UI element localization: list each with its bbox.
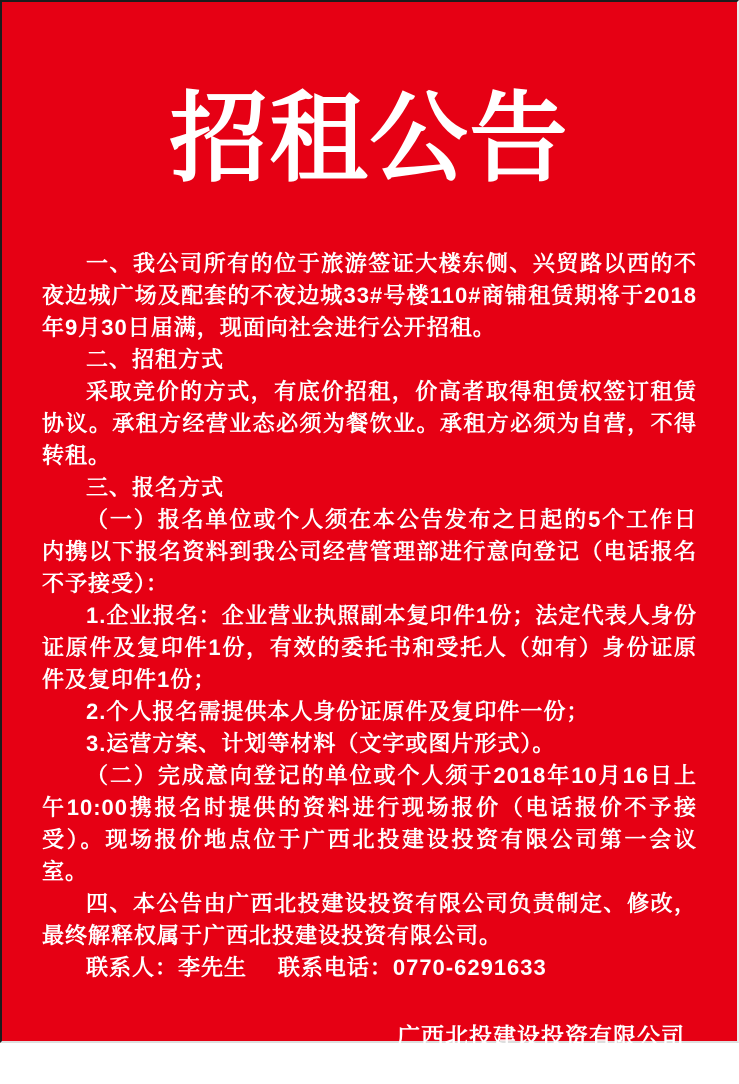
signature-company: 广西北投建设投资有限公司 (397, 1023, 685, 1049)
section-2-heading: 二、招租方式 (86, 347, 225, 372)
contact-phone: 0770-6291633 (392, 955, 547, 980)
section-3-sub-1: （一）报名单位或个人须在本公告发布之日起的5个工作日内携以下报名资料到我公司经营管理部进行意向登记（电话报名不予接受）： (42, 507, 697, 596)
section-4-body: 四、本公告由广西北投建设投资有限公司负责制定、修改，最终解释权属于广西北投建设投资有限公司。 (42, 891, 697, 948)
section-2-body: 采取竞价的方式，有底价招租，价高者取得租赁权签订租赁协议。承租方经营业态必须为餐饮业。承租方必须为自营，不得转租。 (42, 379, 697, 468)
contact-person: 李先生 (178, 955, 248, 980)
poster-title: 招租公告 (169, 86, 570, 194)
contact-line (42, 952, 697, 984)
section-3-heading: 三、报名方式 (86, 475, 225, 500)
section-3-item-3: 3.运营方案、计划等材料（文字或图片形式）。 (86, 731, 556, 756)
signature-date: 2018年9月30日 (460, 1055, 622, 1080)
section-3-item-2: 2.个人报名需提供本人身份证原件及复印件一份； (86, 699, 590, 724)
signature-inner (397, 1020, 685, 1084)
section-3-item-1: 1.企业报名：企业营业执照副本复印件1份；法定代表人身份证原件及复印件1份，有效的委托书和受托人（如有）身份证原件及复印件1份； (42, 603, 697, 692)
announcement-body (42, 248, 697, 984)
section-1-intro: 一、我公司所有的位于旅游签证大楼东侧、兴贸路以西的不夜边城广场及配套的不夜边城33#号楼110#商铺租赁期将于2018年9月30日届满，现面向社会进行公开招租。 (42, 251, 697, 340)
contact-phone-label: 联系电话： (277, 955, 393, 980)
signature-block (42, 1020, 697, 1084)
section-3-sub-2: （二）完成意向登记的单位或个人须于2018年10月16日上午10:00携报名时提供的资料进行现场报价（电话报价不予接受）。现场报价地点位于广西北投建设投资有限公司第一会议室。 (42, 763, 697, 884)
contact-person-label: 联系人： (86, 955, 179, 980)
